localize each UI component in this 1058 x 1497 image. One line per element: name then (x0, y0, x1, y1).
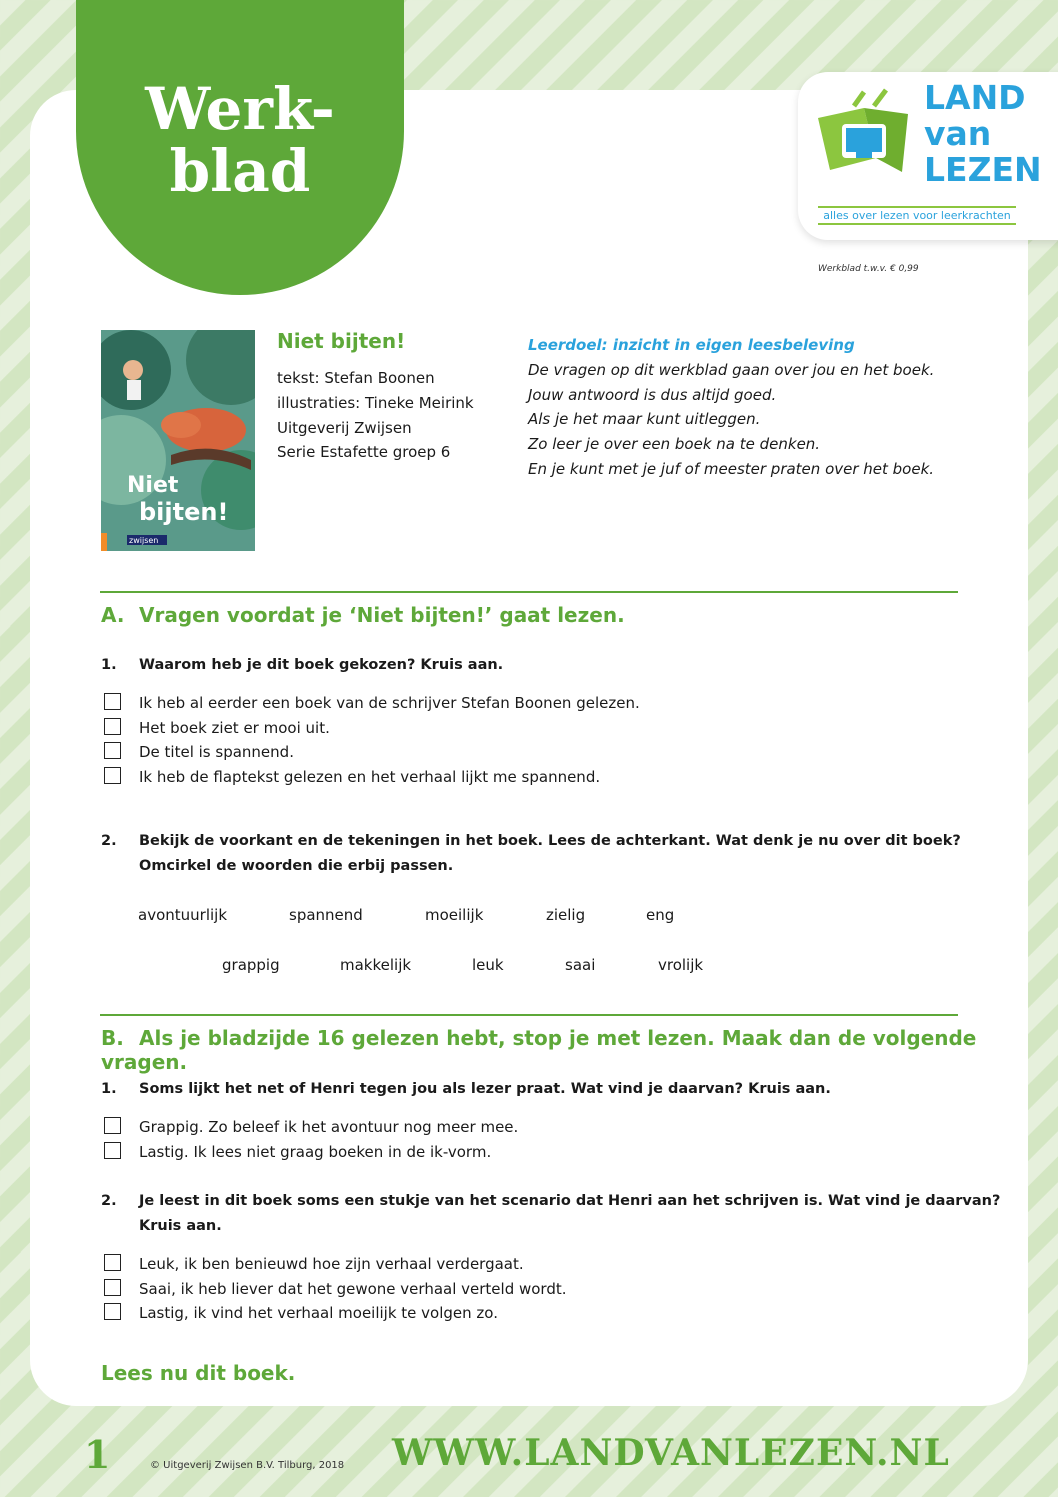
checkbox[interactable] (104, 1279, 121, 1296)
copyright: © Uitgeverij Zwijsen B.V. Tilburg, 2018 (150, 1460, 345, 1471)
closing-instruction: Lees nu dit boek. (101, 1361, 296, 1385)
goal-line: De vragen op dit werkblad gaan over jou en het boek. (528, 360, 935, 379)
section-a-heading: A. Vragen voordat je ‘Niet bijten!’ gaat lezen. (101, 603, 625, 627)
section-divider (100, 591, 958, 593)
question-a2: 2. Bekijk de voorkant en de tekeningen in het boek. Lees de achterkant. Wat denk je nu over dit boek? Omcirkel de woorden die erbij passen. (101, 833, 961, 874)
option: Grappig. Zo beleef ik het avontuur nog meer mee. (101, 1115, 518, 1140)
word-option[interactable]: vrolijk (658, 956, 704, 974)
word-option[interactable]: makkelijk (340, 956, 412, 974)
word-option[interactable]: grappig (222, 956, 280, 974)
word-option[interactable]: avontuurlijk (138, 906, 228, 924)
title-line-1: Werk- (145, 75, 335, 143)
website-url[interactable]: WWW.LANDVANLEZEN.NL (392, 1432, 950, 1474)
logo-wordmark: LAND van LEZEN (924, 78, 1042, 189)
cover-title-2: bijten! (139, 498, 229, 526)
option: Het boek ziet er mooi uit. (101, 716, 640, 741)
option: Lastig. Ik lees niet graag boeken in de ik-vorm. (101, 1140, 518, 1165)
book-cover-image (101, 330, 255, 551)
book-publisher: Uitgeverij Zwijsen (277, 418, 412, 437)
section-b-heading: B. Als je bladzijde 16 gelezen hebt, stop je met lezen. Maak dan de volgende vragen. (101, 1026, 977, 1074)
question-b1-options (101, 1115, 518, 1164)
checkbox[interactable] (104, 1254, 121, 1271)
cover-title-1: Niet (127, 473, 179, 498)
book-illustrator: illustraties: Tineke Meirink (277, 393, 474, 412)
book-title: Niet bijten! (277, 329, 406, 353)
goal-line: Als je het maar kunt uitleggen. (528, 410, 761, 429)
title-line-2: blad (169, 137, 311, 205)
word-option[interactable]: zielig (546, 906, 586, 924)
checkbox[interactable] (104, 767, 121, 784)
page-number: 1 (84, 1432, 111, 1477)
checkbox[interactable] (104, 718, 121, 735)
word-option[interactable]: eng (646, 906, 675, 924)
question-b2: 2. Je leest in dit boek soms een stukje van het scenario dat Henri aan het schrijven is. Wat vind je daarvan? Kruis aan. (101, 1193, 1001, 1234)
checkbox[interactable] (104, 1303, 121, 1320)
tv-book-icon (816, 88, 916, 188)
checkbox[interactable] (104, 693, 121, 710)
checkbox[interactable] (104, 1117, 121, 1134)
book-author: tekst: Stefan Boonen (277, 369, 435, 387)
option: Ik heb de flaptekst gelezen en het verhaal lijkt me spannend. (101, 765, 640, 790)
price-note: Werkblad t.w.v. € 0,99 (818, 264, 919, 274)
option: Leuk, ik ben benieuwd hoe zijn verhaal verdergaat. (101, 1252, 567, 1277)
option: Ik heb al eerder een boek van de schrijver Stefan Boonen gelezen. (101, 691, 640, 716)
goal-line: Zo leer je over een boek na te denken. (528, 435, 821, 454)
learning-goal (528, 333, 934, 482)
worksheet-title (76, 75, 404, 205)
logo (798, 72, 1058, 240)
question-a1: 1. Waarom heb je dit boek gekozen? Kruis aan. (101, 657, 504, 673)
option: De titel is spannend. (101, 740, 640, 765)
question-b2-options (101, 1252, 567, 1326)
option: Saai, ik heb liever dat het gewone verhaal verteld wordt. (101, 1277, 567, 1302)
checkbox[interactable] (104, 742, 121, 759)
word-option[interactable]: spannend (289, 906, 363, 924)
goal-line: En je kunt met je juf of meester praten over het boek. (528, 459, 935, 478)
word-option[interactable]: saai (565, 956, 596, 974)
book-series: Serie Estafette groep 6 (277, 443, 451, 462)
option: Lastig, ik vind het verhaal moeilijk te volgen zo. (101, 1301, 567, 1326)
question-a1-options (101, 691, 640, 789)
word-option[interactable]: moeilijk (425, 906, 484, 924)
checkbox[interactable] (104, 1142, 121, 1159)
word-option[interactable]: leuk (472, 956, 504, 974)
cover-publisher: zwijsen (129, 536, 159, 545)
question-b1: 1. Soms lijkt het net of Henri tegen jou als lezer praat. Wat vind je daarvan? Kruis aan. (101, 1081, 831, 1097)
section-divider (100, 1014, 958, 1016)
logo-tagline: alles over lezen voor leerkrachten (818, 206, 1016, 225)
goal-line: Jouw antwoord is dus altijd goed. (528, 385, 777, 404)
goal-title: Leerdoel: inzicht in eigen leesbeleving (528, 336, 855, 354)
book-info (277, 328, 474, 465)
